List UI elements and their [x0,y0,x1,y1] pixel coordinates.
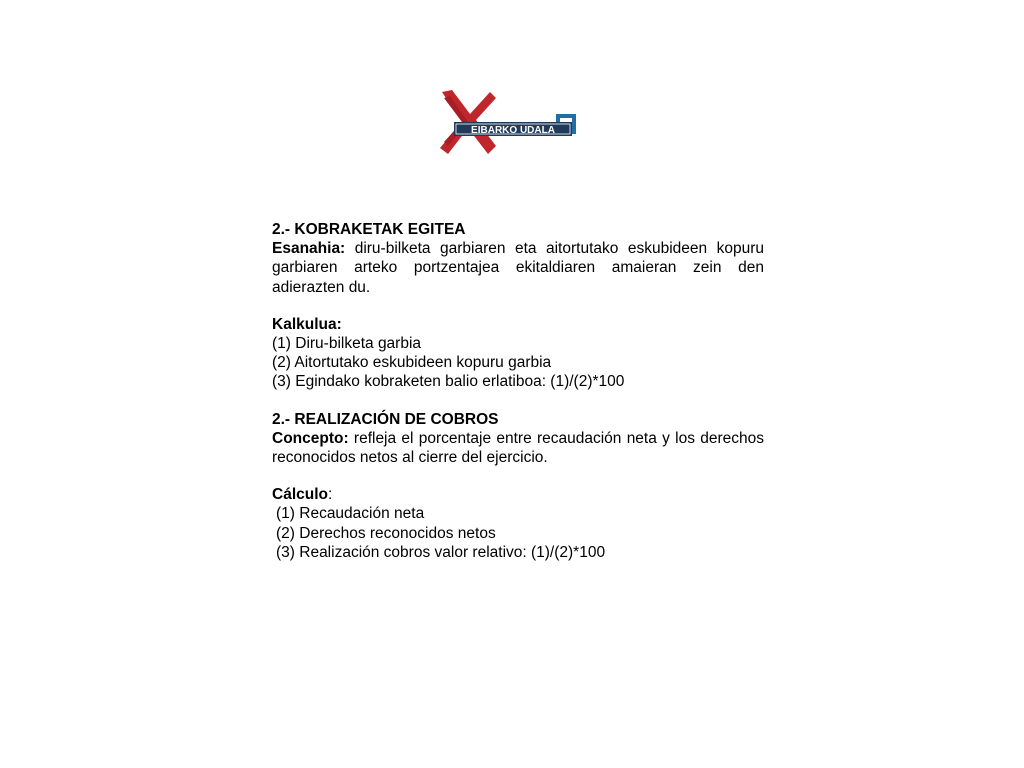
spanish-calc-item-3: (3) Realización cobros valor relativo: (1)/(2)*100 [276,543,606,561]
basque-calc-title: Kalkulua: [272,315,342,333]
spanish-calc-colon: : [327,486,333,504]
logo-text: EIBARKO UDALA [471,125,555,136]
logo-graphic [438,88,580,156]
basque-meaning-term: Esanahia: [272,240,346,258]
spanish-concept-text: refleja el porcentaje entre recaudación neta y los derechos reconocidos netos al cierre del ejercicio. [272,429,764,467]
basque-calc-item-3: (3) Egindako kobraketen balio erlatiboa: (1)/(2)*100 [272,373,625,391]
spanish-title: 2.- REALIZACIÓN DE COBROS [272,410,499,428]
document-body [272,220,764,562]
basque-meaning-text: diru-bilketa garbiaren eta aitortutako eskubideen kopuru garbiaren arteko portzentajea ekitaldiaren amaieran zein den adierazten du. [272,240,764,296]
spanish-calc-term: Cálculo [272,486,328,504]
spanish-calc-item-1: (1) Recaudación neta [276,505,425,523]
spanish-calc-title [272,485,764,504]
basque-title: 2.- KOBRAKETAK EGITEA [272,221,466,238]
spanish-concept [272,429,764,467]
spanish-calc-item-2: (2) Derechos reconocidos netos [276,524,496,542]
basque-meaning [272,239,764,297]
basque-calc-item-2: (2) Aitortutako eskubideen kopuru garbia [272,354,552,372]
eibarko-udala-logo [438,88,580,156]
spanish-concept-term: Concepto: [272,429,349,447]
basque-calc-item-1: (1) Diru-bilketa garbia [272,335,422,353]
